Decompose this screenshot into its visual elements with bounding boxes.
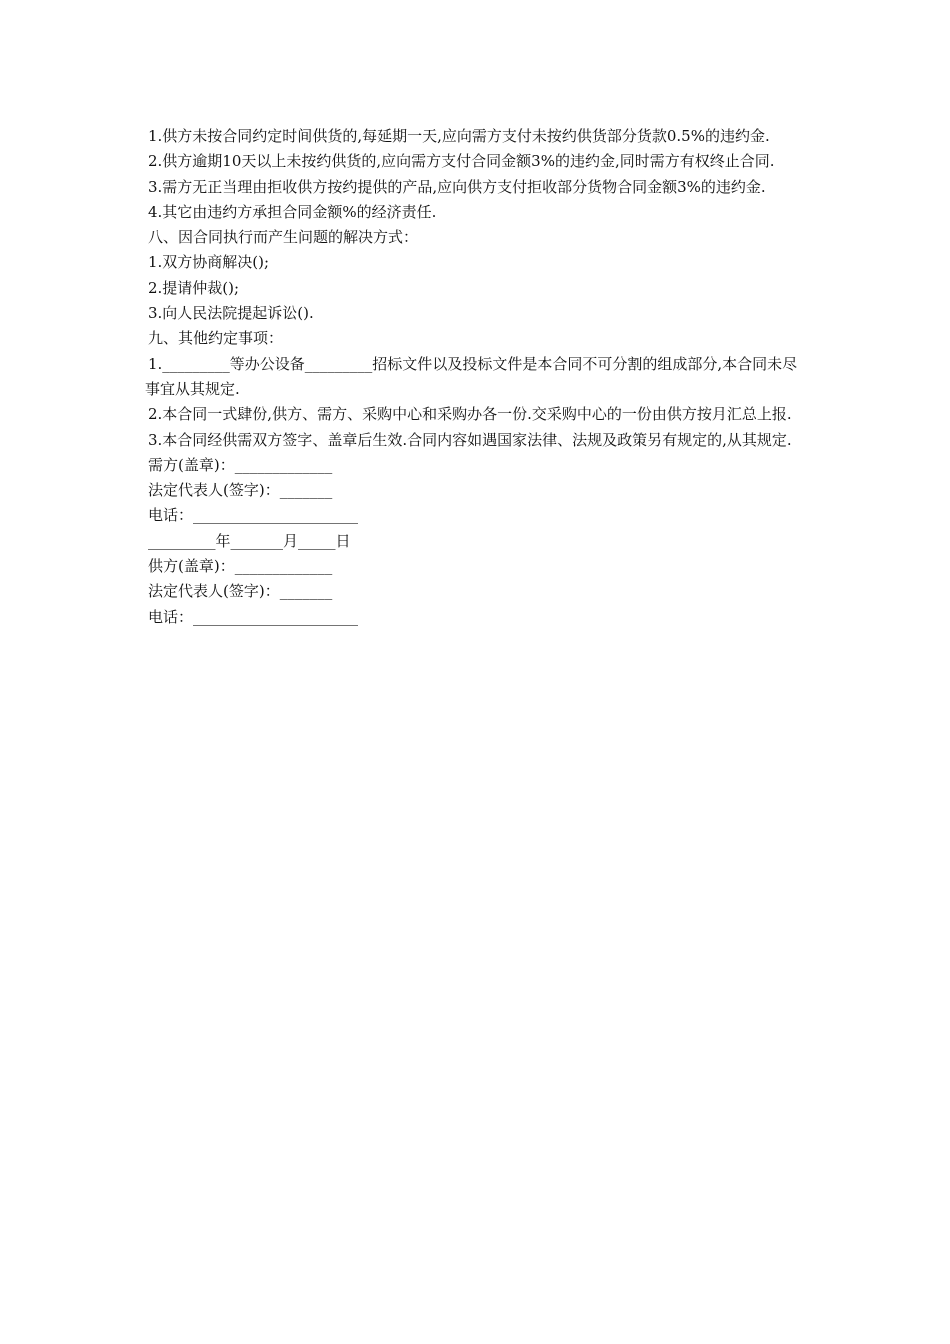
buyer-representative-line: 法定代表人(签字)：_______ [148,481,333,500]
supplier-representative-line: 法定代表人(签字)：_______ [148,582,333,601]
clause-8-2: 2.提请仲裁(); [148,278,240,297]
clause-8-1: 1.双方协商解决(); [148,253,270,272]
section-9-heading: 九、其他约定事项： [148,329,284,348]
clause-9-1: 1._________等办公设备_________招标文件以及投标文件是本合同不可分割的组成部分,本合同未尽事宜从其规定. [145,354,798,398]
date-line: _________年_______月_____日 [148,531,351,550]
section-8-heading: 八、因合同执行而产生问题的解决方式： [148,228,419,247]
contract-text [145,124,810,630]
supplier-seal-line: 供方(盖章)：_____________ [148,557,333,576]
clause-8-3: 3.向人民法院提起诉讼(). [148,304,314,323]
clause-7-3: 3.需方无正当理由拒收供方按约提供的产品,应向供方支付拒收部分货物合同金额3%的违约金. [148,177,766,196]
buyer-seal-line: 需方(盖章)：_____________ [148,455,333,474]
clause-9-3: 3.本合同经供需双方签字、盖章后生效.合同内容如遇国家法律、法规及政策另有规定的,从其规定. [148,430,792,449]
clause-7-1: 1.供方未按合同约定时间供货的,每延期一天,应向需方支付未按约供货部分货款0.5%的违约金. [148,127,770,145]
supplier-phone-line: 电话：______________________ [148,607,359,626]
buyer-phone-line: 电话：______________________ [148,506,359,525]
clause-9-2: 2.本合同一式肆份,供方、需方、采购中心和采购办各一份.交采购中心的一份由供方按月汇总上报. [148,405,792,424]
clause-7-4: 4.其它由违约方承担合同金额%的经济责任. [148,202,437,221]
clause-7-2: 2.供方逾期10天以上未按约供货的,应向需方支付合同金额3%的违约金,同时需方有权终止合同. [148,152,775,171]
